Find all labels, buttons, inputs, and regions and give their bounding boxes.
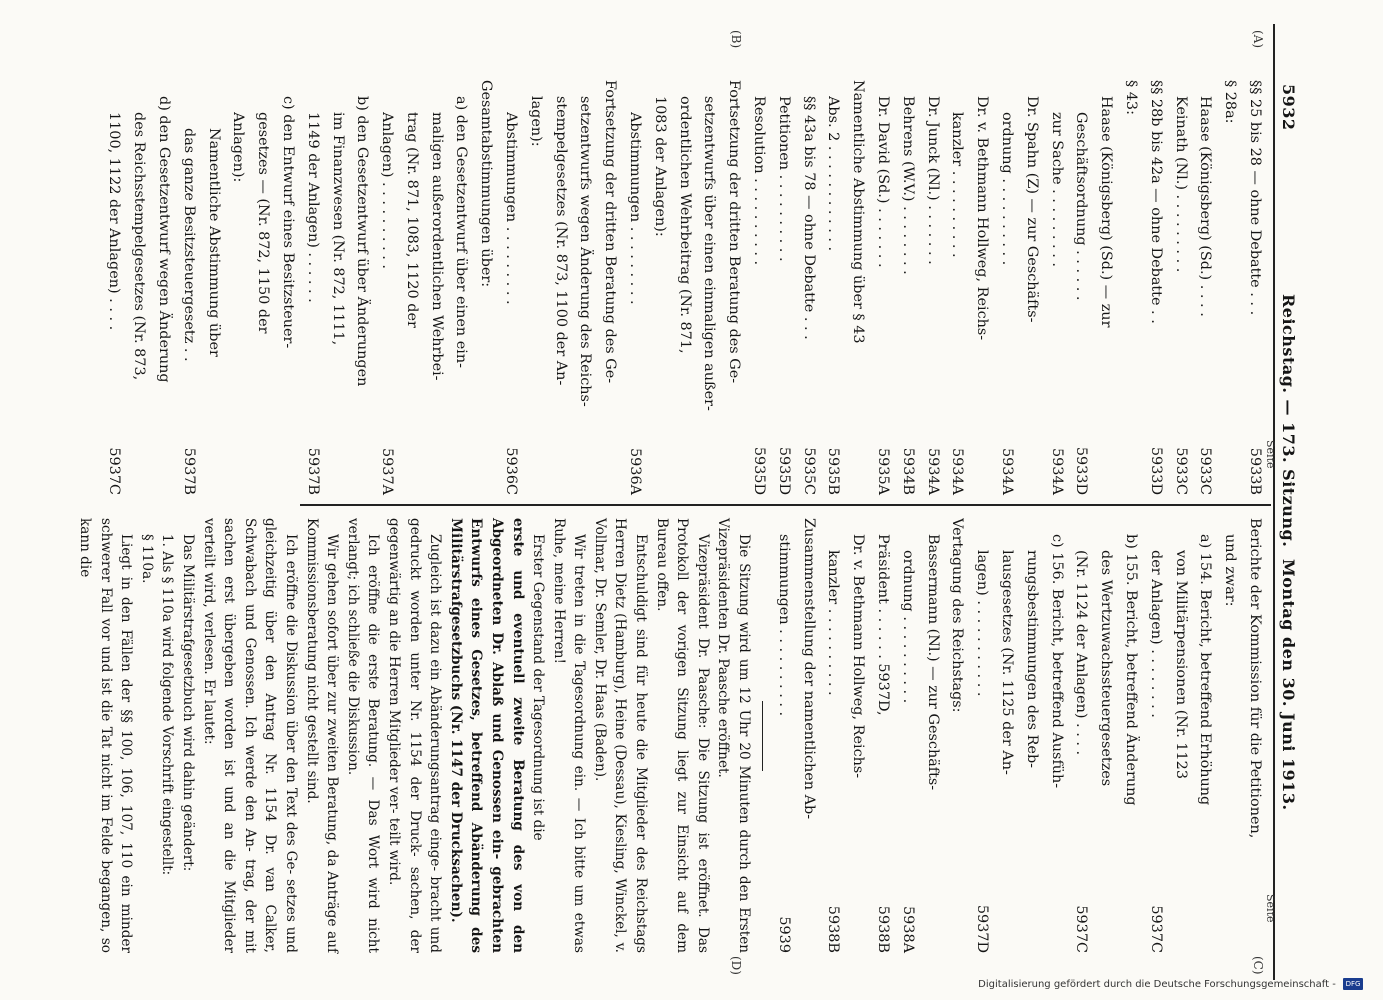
toc-entry bbox=[672, 80, 697, 495]
toc-entry-text: Fortsetzung der dritten Beratung des Ge- bbox=[602, 80, 619, 384]
footer-credit: Digitalisierung gefördert durch die Deutsche Forschungsgemeinschaft - bbox=[978, 979, 1336, 990]
toc-entry bbox=[1118, 518, 1143, 953]
toc-entry bbox=[424, 80, 449, 495]
body-paragraph: Wir gehen sofort über zur zweiten Beratung, da Anträge auf Kommissionsberatung nicht gestellt sind. bbox=[303, 518, 341, 953]
page-footer bbox=[978, 978, 1363, 990]
margin-mark-d: (D) bbox=[729, 956, 743, 975]
toc-entry bbox=[1019, 80, 1044, 495]
body-paragraph: Erster Gegenstand der Tagesordnung ist die bbox=[530, 534, 547, 841]
toc-entry bbox=[845, 518, 870, 953]
toc-entry bbox=[1193, 518, 1218, 953]
toc-entry-text: setzentwurfs über einen einmaligen außer- bbox=[701, 96, 718, 411]
toc-page-ref: 5933D bbox=[1073, 446, 1090, 495]
toc-entry bbox=[622, 80, 647, 495]
toc-entry-text: von Militärpensionen (Nr. 1123 bbox=[1172, 550, 1189, 779]
toc-entry bbox=[1217, 518, 1242, 953]
body-paragraph: 1. Als § 110a wird folgende Vorschrift eingestellt: bbox=[159, 534, 176, 876]
toc-entry bbox=[697, 80, 722, 495]
page-header bbox=[1273, 24, 1303, 980]
body-paragraph: Ich eröffne die erste Beratung. — Das Wort wird nicht verlangt; ich schließe die Diskussion. bbox=[344, 518, 382, 953]
toc-entry bbox=[1143, 518, 1168, 953]
toc-entry bbox=[647, 80, 672, 495]
toc-entry-text: kanzler . . . . . . . . . . bbox=[825, 550, 842, 696]
toc-page-ref: 5938A bbox=[899, 905, 916, 953]
toc-entry bbox=[1093, 80, 1118, 495]
toc-entry bbox=[845, 80, 870, 495]
toc-entry bbox=[920, 80, 945, 495]
toc-entry-text: Petitionen . . . . . . . . . . bbox=[775, 96, 792, 262]
toc-page-ref: 5937B bbox=[304, 447, 321, 495]
toc-entry-text: 1149 der Anlagen) . . . . . . bbox=[304, 112, 321, 303]
toc-entry-text: Berichte der Kommission für die Petitionen, bbox=[1247, 518, 1263, 839]
body-paragraph: Ich eröffne die Diskussion über den Text des Ge- setzes und gleichzeitig über den Antrag Nr. 1154 Dr. van Calker, Schwabach und Genossen. Ich werde den An- trag, der mit sachen erst übergeben worden ist und an die Mitglieder verteilt wird, verlesen. Er lautet: bbox=[200, 518, 299, 953]
toc-entry bbox=[176, 80, 201, 495]
toc-entry bbox=[300, 80, 325, 495]
toc-page-ref: 5934A bbox=[1048, 447, 1065, 495]
body-paragraph: Zugleich ist dazu ein Abänderungsantrag einge- bracht und gedruckt worden unter Nr. 1154 der Druck- sachen, der gegenwärtig an die Herren Mitglieder ver- teilt wird. bbox=[385, 518, 444, 953]
toc-entry bbox=[945, 80, 970, 495]
column-divider bbox=[300, 504, 1271, 506]
toc-entry bbox=[746, 80, 771, 495]
toc-entry bbox=[597, 80, 622, 495]
toc-entry bbox=[895, 80, 920, 495]
toc-entry-text: gesetzes — (Nr. 872, 1150 der bbox=[255, 112, 272, 334]
toc-entry bbox=[102, 80, 127, 495]
toc-entry-text: Keinath (Nl.) . . . . . . . . . bbox=[1172, 96, 1189, 273]
toc-entry bbox=[994, 80, 1019, 495]
toc-entry-text: Abs. 2 . . . . . . . . . . . . bbox=[825, 96, 842, 252]
toc-entry bbox=[126, 80, 151, 495]
toc-entry-text: § 28a: bbox=[1222, 80, 1239, 124]
toc-entry bbox=[151, 80, 176, 495]
toc-entry bbox=[1069, 518, 1094, 953]
session-minutes-text bbox=[74, 518, 754, 953]
toc-entry-text: ordnung . . . . . . . . . . bbox=[899, 550, 916, 704]
toc-page-ref: 5937C bbox=[1147, 905, 1164, 953]
toc-entry-text: Präsident . . . . . . 5937D, bbox=[875, 534, 892, 716]
header-title: Reichstag. — 173. Sitzung. bbox=[1279, 294, 1298, 548]
margin-mark-a: (A) bbox=[1251, 30, 1265, 49]
toc-entry-text: Gesamtabstimmungen über: bbox=[478, 80, 495, 288]
toc-entry-text: Anlagen): bbox=[230, 112, 247, 183]
toc-page-ref: 5937D bbox=[974, 904, 991, 953]
toc-entry bbox=[796, 518, 821, 953]
toc-page-ref: 5937C bbox=[106, 447, 123, 495]
toc-entry-text: a) den Gesetzentwurf über einen ein- bbox=[453, 96, 470, 368]
toc-entry-text: ordnung . . . . . . . . . . bbox=[999, 112, 1016, 266]
toc-page-ref: 5934A bbox=[924, 447, 941, 495]
toc-entry bbox=[870, 518, 895, 953]
toc-entry-text: rungsbestimmungen des Reb- bbox=[1023, 550, 1040, 769]
seite-label-right: Seite bbox=[1264, 894, 1277, 923]
toc-entry-text: Dr. Spahn (Z) — zur Geschäfts- bbox=[1023, 96, 1040, 323]
toc-entry-text: setzentwurfs wegen Änderung des Reichs- bbox=[577, 96, 594, 407]
toc-entry-text: Dr. v. Bethmann Hollweg, Reichs- bbox=[850, 534, 867, 779]
toc-entry-text: Dr. David (Sd.) . . . . . . . bbox=[875, 96, 892, 268]
body-paragraph: Vizepräsident Dr. Paasche: Die Sitzung ist eröffnet. Das Protokoll der vorigen Sitzung liegt zur Einsicht auf dem Bureau offen. bbox=[653, 518, 711, 953]
toc-entry bbox=[771, 518, 796, 953]
table-of-contents-left bbox=[60, 80, 1267, 495]
toc-entry-text: zur Sache . . . . . . . . . bbox=[1048, 112, 1065, 267]
toc-entry-text: Anlagen) . . . . . . . . . . bbox=[379, 112, 396, 269]
toc-entry-text: maligen außerordentlichen Wehrbei- bbox=[428, 112, 445, 381]
toc-entry-text: des Reichsstempelgesetzes (Nr. 873, bbox=[131, 112, 148, 381]
toc-entry bbox=[895, 518, 920, 953]
toc-entry bbox=[821, 518, 846, 953]
toc-entry-text: (Nr. 1124 der Anlagen) . . . . bbox=[1073, 550, 1090, 756]
header-date: Montag den 30. Juni 1913. bbox=[1279, 559, 1298, 811]
toc-entry-text: trag (Nr. 871, 1083, 1120 der bbox=[403, 112, 420, 328]
toc-entry bbox=[1168, 518, 1193, 953]
toc-entry-text: §§ 25 bis 28 — ohne Debatte . . . bbox=[1247, 80, 1263, 316]
toc-page-ref: 5937C bbox=[1073, 905, 1090, 953]
toc-entry bbox=[920, 518, 945, 953]
toc-entry-text: stempelgesetzes (Nr. 873, 1100 der An- bbox=[552, 96, 569, 386]
body-paragraph: Wir treten in die Tagesordnung ein. — Ich bitte um etwas Ruhe, meine Herren! bbox=[550, 518, 588, 953]
toc-entry-text: § 43: bbox=[1123, 80, 1140, 115]
toc-page-ref: 5934A bbox=[949, 447, 966, 495]
toc-entry bbox=[250, 80, 275, 495]
seite-label-left: Seite bbox=[1264, 440, 1277, 469]
toc-entry bbox=[399, 80, 424, 495]
toc-entry-text: 1083 der Anlagen): bbox=[651, 96, 668, 237]
toc-entry-text: Abstimmungen . . . . . . . . . bbox=[503, 112, 520, 305]
toc-entry-text: c) den Entwurf eines Besitzsteuer- bbox=[279, 96, 296, 349]
toc-entry bbox=[821, 80, 846, 495]
toc-entry-text: lausgesetzes (Nr. 1125 der An- bbox=[999, 550, 1016, 775]
toc-page-ref: 5933B bbox=[1247, 447, 1263, 495]
toc-entry-text: b) den Gesetzentwurf über Änderungen bbox=[354, 96, 371, 387]
body-paragraph: § 110a. bbox=[138, 534, 155, 584]
toc-page-ref: 5934B bbox=[899, 447, 916, 495]
toc-entry bbox=[721, 80, 746, 495]
toc-entry bbox=[969, 518, 994, 953]
toc-entry bbox=[1019, 518, 1044, 953]
toc-page-ref: 5933C bbox=[1172, 447, 1189, 495]
toc-entry bbox=[523, 80, 548, 495]
toc-entry bbox=[796, 80, 821, 495]
toc-entry-text: Behrens (W.V.) . . . . . . . . bbox=[899, 96, 916, 275]
toc-entry-text: b) 155. Bericht, betreffend Änderung bbox=[1123, 534, 1140, 806]
toc-entry bbox=[870, 80, 895, 495]
toc-page-ref: 5933C bbox=[1197, 447, 1214, 495]
toc-page-ref: 5935D bbox=[751, 446, 768, 495]
toc-entry-text: a) 154. Bericht, betreffend Erhöhung bbox=[1197, 534, 1214, 806]
toc-entry-text: Haase (Königsberg) (Sd.) — zur bbox=[1098, 96, 1115, 328]
toc-entry-text: Bassermann (Nl.) — zur Geschäfts- bbox=[924, 534, 941, 791]
toc-entry bbox=[548, 80, 573, 495]
toc-page-ref: 5936C bbox=[503, 447, 520, 495]
toc-page-ref: 5935B bbox=[825, 447, 842, 495]
toc-entry-text: Dr. Junck (Nl.) . . . . . . . bbox=[924, 96, 941, 265]
body-paragraph: Entschuldigt sind für heute die Mitglieder des Reichstags Herren Dietz (Hamburg), Heine (Dessau), Kiesling, Winckel, v. Vollmar, Dr. Semler, Dr. Haas (Baden). bbox=[591, 518, 650, 953]
toc-page-ref: 5934A bbox=[999, 447, 1016, 495]
toc-entry bbox=[226, 80, 251, 495]
toc-entry bbox=[275, 80, 300, 495]
toc-entry bbox=[1168, 80, 1193, 495]
toc-entry-text: §§ 43a bis 78 — ohne Debatte . . . bbox=[800, 96, 817, 340]
toc-entry-text: Fortsetzung der dritten Beratung des Ge- bbox=[726, 80, 743, 384]
toc-page-ref: 5937B bbox=[180, 447, 197, 495]
toc-entry bbox=[498, 80, 523, 495]
toc-page-ref: 5935D bbox=[775, 446, 792, 495]
toc-entry-text: und zwar: bbox=[1222, 534, 1239, 607]
toc-entry-text: Namentliche Abstimmung über § 43 bbox=[850, 80, 867, 344]
toc-entry-text: Geschäftsordnung . . . . . . bbox=[1073, 112, 1090, 301]
toc-entry bbox=[1217, 80, 1242, 495]
toc-entry-text: kanzler . . . . . . . . . . bbox=[949, 112, 966, 258]
toc-entry bbox=[325, 80, 350, 495]
toc-entry-text: Resolution . . . . . . . . . . bbox=[751, 96, 768, 266]
toc-entry-text: 1100, 1122 der Anlagen) . . . . bbox=[106, 112, 123, 331]
toc-entry bbox=[1093, 518, 1118, 953]
toc-entry-text: Namentliche Abstimmung über bbox=[205, 128, 222, 357]
toc-entry bbox=[350, 80, 375, 495]
toc-entry-text: c) 156. Bericht, betreffend Ausfüh- bbox=[1048, 534, 1065, 789]
toc-entry bbox=[1242, 518, 1267, 953]
toc-entry bbox=[1143, 80, 1168, 495]
toc-entry-text: lagen): bbox=[527, 96, 544, 147]
toc-entry bbox=[374, 80, 399, 495]
toc-entry-text: Zusammenstellung der namentlichen Ab- bbox=[800, 518, 817, 820]
margin-mark-b: (B) bbox=[729, 30, 743, 49]
toc-entry bbox=[1069, 80, 1094, 495]
body-paragraph: Die Sitzung wird um 12 Uhr 20 Minuten durch den Ersten Vizepräsidenten Dr. Paasche eröffnet. bbox=[715, 518, 753, 953]
toc-entry bbox=[1193, 80, 1218, 495]
toc-entry-text: §§ 28b bis 42a — ohne Debatte . . bbox=[1147, 80, 1164, 324]
section-rule bbox=[762, 701, 763, 771]
toc-entry bbox=[201, 80, 226, 495]
toc-entry-text: der Anlagen) . . . . . . . . bbox=[1147, 550, 1164, 718]
toc-entry-text: ordentlichen Wehrbeitrag (Nr. 871, bbox=[676, 96, 693, 354]
right-column bbox=[60, 518, 1267, 953]
margin-mark-c: (C) bbox=[1251, 956, 1265, 975]
page-number: 5932 bbox=[1279, 84, 1298, 131]
toc-page-ref: 5938B bbox=[825, 905, 842, 953]
toc-entry-text: des Wertzuwachssteuergesetzes bbox=[1098, 550, 1115, 787]
toc-entry-text: d) den Gesetzentwurf wegen Änderung bbox=[155, 96, 172, 383]
toc-page-ref: 5935C bbox=[800, 447, 817, 495]
toc-entry bbox=[1242, 80, 1267, 495]
toc-entry bbox=[474, 80, 499, 495]
toc-entry bbox=[771, 80, 796, 495]
toc-page-ref: 5935A bbox=[875, 447, 892, 495]
toc-entry-text: das ganze Besitzsteuergesetz . . bbox=[180, 128, 197, 362]
body-paragraph: Liegt in den Fällen der §§ 100, 106, 107, 110 ein minder schwerer Fall vor und ist die Tat nicht im Felde begangen, so kann die bbox=[77, 518, 135, 953]
toc-entry bbox=[1044, 518, 1069, 953]
toc-entry-text: stimmungen . . . . . . . . . . bbox=[775, 534, 792, 717]
toc-entry-text: Vertagung des Reichstags: bbox=[949, 518, 966, 713]
toc-entry-text: Haase (Königsberg) (Sd.) . . . . bbox=[1197, 96, 1214, 317]
toc-page-ref: 5939 bbox=[775, 916, 792, 953]
toc-entry bbox=[449, 80, 474, 495]
table-of-contents-right bbox=[771, 518, 1267, 953]
toc-page-ref: 5936A bbox=[627, 447, 644, 495]
toc-entry bbox=[573, 80, 598, 495]
toc-page-ref: 5938B bbox=[875, 905, 892, 953]
toc-entry bbox=[1118, 80, 1143, 495]
toc-entry-text: Abstimmungen . . . . . . . . . bbox=[627, 112, 644, 305]
toc-entry bbox=[994, 518, 1019, 953]
toc-entry-text: im Finanzwesen (Nr. 872, 1111, bbox=[329, 112, 346, 346]
dfg-logo: DFG bbox=[1343, 978, 1363, 990]
toc-page-ref: 5937A bbox=[379, 447, 396, 495]
toc-entry bbox=[1044, 80, 1069, 495]
toc-entry bbox=[969, 80, 994, 495]
toc-entry-text: Dr. v. Bethmann Hollweg, Reichs- bbox=[974, 96, 991, 341]
body-paragraph: erste und eventuell zweite Beratung des von den Abgeordneten Dr. Ablaß und Genossen ein- gebrachten Entwurfs eines Gesetzes, betreffend Abänderung des Militärstrafgesetzbuchs (Nr. 1147 der Drucksachen). bbox=[447, 518, 526, 953]
toc-entry-text: lagen) . . . . . . . . . . . bbox=[974, 550, 991, 697]
toc-page-ref: 5933D bbox=[1147, 446, 1164, 495]
body-paragraph: Das Militärstrafgesetzbuch wird dahin geändert: bbox=[180, 534, 197, 872]
toc-entry bbox=[945, 518, 970, 953]
